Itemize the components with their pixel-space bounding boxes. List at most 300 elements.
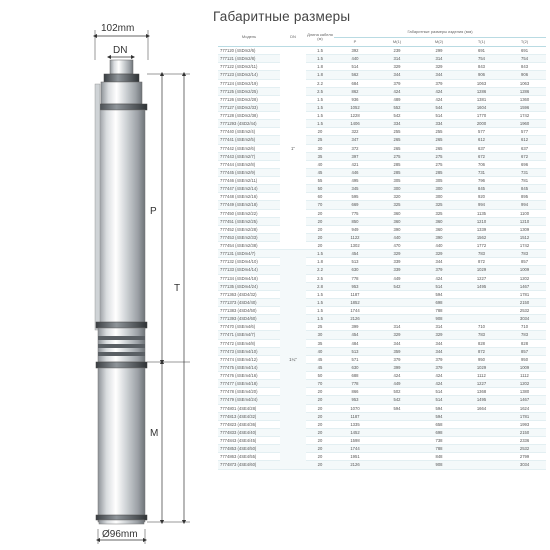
table-cell: 1210 xyxy=(503,217,546,225)
table-cell: 754 xyxy=(503,55,546,63)
table-cell: 777475 (4SEm4/14) xyxy=(218,363,280,371)
table-row xyxy=(218,331,546,339)
table-cell: 379 xyxy=(418,79,460,87)
table-cell: 777471 (4SEm4/7) xyxy=(218,331,280,339)
table-cell xyxy=(460,428,503,436)
table-cell: 1772 xyxy=(460,242,503,250)
table-row xyxy=(218,396,546,404)
table-cell xyxy=(460,298,503,306)
table-row xyxy=(218,71,546,79)
table-cell: 672 xyxy=(503,152,546,160)
table-cell: 828 xyxy=(460,339,503,347)
table-cell: 542 xyxy=(376,282,418,290)
table-cell: 637 xyxy=(503,144,546,152)
header-m2: M(2) xyxy=(418,38,460,47)
table-cell: 314 xyxy=(418,323,460,331)
table-cell: 255 xyxy=(376,128,418,136)
table-cell: 783 xyxy=(503,331,546,339)
table-row xyxy=(218,355,546,363)
p-label: P xyxy=(150,206,157,217)
table-cell: 1009 xyxy=(503,266,546,274)
table-cell: 612 xyxy=(503,136,546,144)
table-cell: 1210 xyxy=(460,217,503,225)
table-cell: 920 xyxy=(460,193,503,201)
table-row xyxy=(218,428,546,436)
table-cell: 1070 xyxy=(334,404,376,412)
table-cell: 777474 (4SEm4/12) xyxy=(218,355,280,363)
table-cell: 1187 xyxy=(334,290,376,298)
table-cell: 55 xyxy=(306,177,334,185)
table-cell: 314 xyxy=(376,323,418,331)
table-cell: 1112 xyxy=(460,372,503,380)
table-cell xyxy=(460,420,503,428)
table-cell: 285 xyxy=(376,168,418,176)
table-row xyxy=(218,47,546,55)
table-cell: 70 xyxy=(306,201,334,209)
table-cell: 20 xyxy=(306,217,334,225)
table-cell xyxy=(460,437,503,445)
table-cell: 440 xyxy=(418,242,460,250)
table-cell: 339 xyxy=(376,266,418,274)
table-row xyxy=(218,233,546,241)
table-cell: 953 xyxy=(334,282,376,290)
table-header-row xyxy=(218,27,546,38)
table-row xyxy=(218,160,546,168)
header-model: Модель xyxy=(218,27,280,47)
table-cell: 950 xyxy=(503,355,546,363)
table-cell: 300 xyxy=(418,193,460,201)
table-cell: 360 xyxy=(418,217,460,225)
table-cell: 45 xyxy=(306,168,334,176)
table-cell: 454 xyxy=(334,331,376,339)
t-label: T xyxy=(174,283,181,294)
table-cell: 3034 xyxy=(503,315,546,323)
table-row xyxy=(218,437,546,445)
table-row xyxy=(218,201,546,209)
table-row xyxy=(218,298,546,306)
table-cell: 20 xyxy=(306,437,334,445)
table-cell: 325 xyxy=(418,209,460,217)
table-cell: 239 xyxy=(376,47,418,55)
table-cell: 345 xyxy=(334,185,376,193)
table-cell: 70 xyxy=(306,380,334,388)
table-cell: 344 xyxy=(418,339,460,347)
table-row xyxy=(218,266,546,274)
table-cell: 906 xyxy=(503,71,546,79)
table-cell: 513 xyxy=(334,258,376,266)
table-cell: 691 xyxy=(460,47,503,55)
table-cell: 305 xyxy=(376,177,418,185)
table-cell: 1309 xyxy=(503,225,546,233)
table-cell: 1.8 xyxy=(306,258,334,266)
table-cell: 265 xyxy=(376,144,418,152)
table-cell: 7774823 (4SE4/36) xyxy=(218,420,280,428)
table-cell: 637 xyxy=(460,144,503,152)
table-row xyxy=(218,193,546,201)
table-cell: 777451 (4SEm2/25) xyxy=(218,217,280,225)
table-cell xyxy=(376,428,418,436)
table-cell: 454 xyxy=(334,250,376,258)
table-cell: 513 xyxy=(334,347,376,355)
table-cell: 424 xyxy=(376,87,418,95)
table-cell: 2532 xyxy=(503,307,546,315)
table-row xyxy=(218,258,546,266)
table-cell: 7774873 (4SE4/60) xyxy=(218,461,280,469)
table-cell: 1.5 xyxy=(306,55,334,63)
table-cell: 1112 xyxy=(503,372,546,380)
table-cell: 344 xyxy=(418,71,460,79)
table-cell: 710 xyxy=(503,323,546,331)
table-cell: 777135 (4SDm4/24) xyxy=(218,282,280,290)
table-cell: 777124 (4SDm2/19) xyxy=(218,79,280,87)
table-cell: 20 xyxy=(306,209,334,217)
table-cell: 2000 xyxy=(460,120,503,128)
table-cell: 1.5 xyxy=(306,95,334,103)
table-cell: 329 xyxy=(418,63,460,71)
table-cell: 777441 (4SEm2/5) xyxy=(218,136,280,144)
table-cell xyxy=(376,437,418,445)
table-cell: 1360 xyxy=(503,95,546,103)
table-cell: 470 xyxy=(376,242,418,250)
table-cell: 2799 xyxy=(503,453,546,461)
table-cell: 20 xyxy=(306,420,334,428)
table-cell: 2.2 xyxy=(306,266,334,274)
table-cell: 781 xyxy=(503,177,546,185)
table-cell: 1.5 xyxy=(306,315,334,323)
table-cell: 777128 (4SDm2/38) xyxy=(218,112,280,120)
table-cell: 777133 (4SDm4/14) xyxy=(218,266,280,274)
table-row xyxy=(218,404,546,412)
intake-grill xyxy=(98,336,145,356)
table-cell: 777132 (4SDm4/10) xyxy=(218,258,280,266)
table-cell: 35 xyxy=(306,152,334,160)
table-cell: 344 xyxy=(418,258,460,266)
table-cell: 390 xyxy=(418,233,460,241)
table-cell: 360 xyxy=(376,217,418,225)
table-cell: 1495 xyxy=(460,396,503,404)
table-row xyxy=(218,461,546,469)
table-cell: 857 xyxy=(503,347,546,355)
table-cell: 1339 xyxy=(460,225,503,233)
table-cell: 359 xyxy=(376,347,418,355)
table-cell xyxy=(460,412,503,420)
table-cell: 950 xyxy=(460,355,503,363)
table-cell: 1742 xyxy=(503,112,546,120)
table-cell: 872 xyxy=(460,347,503,355)
table-cell: 514 xyxy=(418,112,460,120)
table-cell: 908 xyxy=(418,461,460,469)
table-cell: 305 xyxy=(418,177,460,185)
table-cell: 777453 (4SEm2/33) xyxy=(218,233,280,241)
table-cell: 1063 xyxy=(503,79,546,87)
table-cell: 275 xyxy=(418,152,460,160)
dimensions-table xyxy=(218,27,546,470)
table-cell: 994 xyxy=(503,201,546,209)
table-cell: 421 xyxy=(334,160,376,168)
table-row xyxy=(218,95,546,103)
header-m1: M(1) xyxy=(376,38,418,47)
table-cell: 1452 xyxy=(334,428,376,436)
table-cell: 390 xyxy=(376,225,418,233)
table-cell: 20 xyxy=(306,453,334,461)
table-cell: 777122 (4SDm2/11) xyxy=(218,63,280,71)
table-cell: 45 xyxy=(306,363,334,371)
table-cell: 788 xyxy=(418,307,460,315)
table-cell: 325 xyxy=(418,201,460,209)
table-cell: 20 xyxy=(306,396,334,404)
table-cell: 788 xyxy=(418,445,460,453)
table-cell: 777450 (4SEm2/22) xyxy=(218,209,280,217)
table-row xyxy=(218,225,546,233)
table-cell: 35 xyxy=(306,339,334,347)
table-cell: 440 xyxy=(334,55,376,63)
table-cell: 329 xyxy=(418,331,460,339)
table-cell: 658 xyxy=(418,420,460,428)
table-cell: 1122 xyxy=(334,233,376,241)
table-cell: 571 xyxy=(334,355,376,363)
table-cell: 777479 (4SEm4/24) xyxy=(218,396,280,404)
table-cell: 1.8 xyxy=(306,71,334,79)
table-cell: 7774833 (4SE4/40) xyxy=(218,428,280,436)
table-cell: 895 xyxy=(503,193,546,201)
table-cell: 334 xyxy=(376,120,418,128)
table-cell: 265 xyxy=(418,136,460,144)
table-cell: 777126 (4SDm2/28) xyxy=(218,95,280,103)
table-cell: 2.5 xyxy=(306,87,334,95)
table-cell xyxy=(376,453,418,461)
table-cell: 777472 (4SEm4/8) xyxy=(218,339,280,347)
table-cell: 777442 (4SEm2/6) xyxy=(218,144,280,152)
table-cell: 848 xyxy=(418,453,460,461)
table-cell xyxy=(376,307,418,315)
table-cell: 594 xyxy=(418,412,460,420)
table-cell: 778 xyxy=(334,274,376,282)
table-cell: 731 xyxy=(503,168,546,176)
table-cell: 20 xyxy=(306,225,334,233)
table-cell xyxy=(460,445,503,453)
table-cell: 344 xyxy=(376,71,418,79)
table-cell: 299 xyxy=(418,47,460,55)
table-cell xyxy=(376,412,418,420)
table-cell: 862 xyxy=(334,87,376,95)
table-cell: 20 xyxy=(306,242,334,250)
table-cell: 255 xyxy=(418,128,460,136)
table-cell: 777121 (4SDm2/8) xyxy=(218,55,280,63)
table-cell: 843 xyxy=(503,63,546,71)
table-row xyxy=(218,185,546,193)
table-cell: 777440 (4SEm2/4) xyxy=(218,128,280,136)
table-cell: 2150 xyxy=(503,428,546,436)
table-cell: 20 xyxy=(306,461,334,469)
table-cell: 594 xyxy=(418,404,460,412)
table-cell: 777473 (4SEm4/10) xyxy=(218,347,280,355)
table-cell: 3034 xyxy=(503,461,546,469)
table-cell: 20 xyxy=(306,233,334,241)
table-cell: 1228 xyxy=(334,112,376,120)
table-cell: 754 xyxy=(460,55,503,63)
table-cell: 1029 xyxy=(460,363,503,371)
table-cell: 595 xyxy=(334,193,376,201)
table-cell: 594 xyxy=(376,404,418,412)
table-row xyxy=(218,250,546,258)
table-cell: 424 xyxy=(376,372,418,380)
table-cell: 777134 (4SDm4/18) xyxy=(218,274,280,282)
table-cell: 2126 xyxy=(334,461,376,469)
table-cell: 424 xyxy=(418,380,460,388)
table-cell: 329 xyxy=(376,63,418,71)
table-cell: 777454 (4SEm2/38) xyxy=(218,242,280,250)
header-dims-group: Габаритные размеры изделия (мм) xyxy=(334,27,546,38)
table-cell: 1335 xyxy=(334,420,376,428)
bottom-diameter-label: Ø96mm xyxy=(102,529,138,540)
table-cell: 783 xyxy=(503,250,546,258)
table-cell: 1.5 xyxy=(306,290,334,298)
table-cell: 1.5 xyxy=(306,120,334,128)
table-cell: 484 xyxy=(334,339,376,347)
table-cell: 1624 xyxy=(503,404,546,412)
table-cell: 866 xyxy=(334,388,376,396)
table-row xyxy=(218,209,546,217)
table-cell: 845 xyxy=(503,185,546,193)
table-cell: 339 xyxy=(376,258,418,266)
table-cell: 1664 xyxy=(460,404,503,412)
table-cell: 1227 xyxy=(460,380,503,388)
table-cell: 424 xyxy=(418,274,460,282)
table-cell: 20 xyxy=(306,412,334,420)
table-cell: 514 xyxy=(418,396,460,404)
table-cell: 399 xyxy=(334,323,376,331)
table-cell xyxy=(460,453,503,461)
table-cell: 777452 (4SEm2/28) xyxy=(218,225,280,233)
table-cell xyxy=(376,461,418,469)
page-title: Габаритные размеры xyxy=(213,9,351,24)
table-cell: 1227 xyxy=(460,274,503,282)
table-cell: 1951 xyxy=(334,453,376,461)
table-cell: 300 xyxy=(418,185,460,193)
table-cell: 777476 (4SEm4/16) xyxy=(218,372,280,380)
table-row xyxy=(218,412,546,420)
table-cell: 775 xyxy=(334,209,376,217)
table-row xyxy=(218,290,546,298)
table-cell: 7774863 (4SE4/55) xyxy=(218,453,280,461)
table-row xyxy=(218,282,546,290)
table-cell: 612 xyxy=(460,136,503,144)
table-cell: 379 xyxy=(376,79,418,87)
table-cell: 577 xyxy=(503,128,546,136)
table-cell: 325 xyxy=(376,201,418,209)
table-cell: 7771363 (4SD4/32) xyxy=(218,290,280,298)
table-cell: 379 xyxy=(376,355,418,363)
table-cell: 265 xyxy=(376,136,418,144)
table-cell: 777447 (4SEm2/14) xyxy=(218,185,280,193)
table-cell: 777131 (4SDm4/7) xyxy=(218,250,280,258)
table-cell: 1781 xyxy=(503,290,546,298)
header-p: P xyxy=(334,38,376,47)
table-cell: 424 xyxy=(418,95,460,103)
table-cell xyxy=(376,420,418,428)
table-cell: 275 xyxy=(418,160,460,168)
table-row xyxy=(218,63,546,71)
table-row xyxy=(218,372,546,380)
table-row xyxy=(218,112,546,120)
table-cell: 872 xyxy=(460,258,503,266)
table-cell: 1.5 xyxy=(306,307,334,315)
table-row xyxy=(218,323,546,331)
dn-label: DN xyxy=(113,45,128,56)
table-cell: 320 xyxy=(376,193,418,201)
table-cell: 1960 xyxy=(503,120,546,128)
table-cell: 857 xyxy=(503,258,546,266)
table-cell: 489 xyxy=(376,95,418,103)
table-row xyxy=(218,363,546,371)
table-cell: 329 xyxy=(418,250,460,258)
table-body xyxy=(218,47,546,470)
table-cell: 7774801 (4SE4/28) xyxy=(218,404,280,412)
table-cell: 544 xyxy=(418,103,460,111)
table-cell: 60 xyxy=(306,193,334,201)
m-label: M xyxy=(150,428,159,439)
table-cell: 1302 xyxy=(334,242,376,250)
table-cell: 698 xyxy=(418,298,460,306)
table-cell: 906 xyxy=(460,71,503,79)
table-cell: 1604 xyxy=(460,103,503,111)
table-row xyxy=(218,445,546,453)
table-cell: 440 xyxy=(376,233,418,241)
table-cell: 696 xyxy=(503,160,546,168)
table-row xyxy=(218,120,546,128)
table-cell xyxy=(376,445,418,453)
table-cell: 828 xyxy=(503,339,546,347)
table-cell: 936 xyxy=(334,95,376,103)
table-cell: 20 xyxy=(306,388,334,396)
table-cell: 777120 (4SDm2/6) xyxy=(218,47,280,55)
table-cell: 1029 xyxy=(460,266,503,274)
table-cell: 1993 xyxy=(503,420,546,428)
table-cell: 710 xyxy=(460,323,503,331)
table-cell xyxy=(376,298,418,306)
table-cell: 314 xyxy=(376,55,418,63)
table-row xyxy=(218,128,546,136)
table-cell: 1286 xyxy=(503,87,546,95)
table-cell: 2126 xyxy=(334,315,376,323)
table-cell: 1100 xyxy=(503,209,546,217)
table-row xyxy=(218,339,546,347)
table-cell: 7771383 (4SD4/50) xyxy=(218,307,280,315)
table-cell: 706 xyxy=(460,160,503,168)
table-cell: 1286 xyxy=(460,87,503,95)
table-cell: 360 xyxy=(418,225,460,233)
table-cell: 2336 xyxy=(503,437,546,445)
table-cell: 542 xyxy=(376,396,418,404)
table-row xyxy=(218,242,546,250)
table-cell: 25 xyxy=(306,323,334,331)
table-cell xyxy=(376,315,418,323)
table-cell: 562 xyxy=(334,71,376,79)
table-cell: 1381 xyxy=(460,95,503,103)
table-cell: 630 xyxy=(334,266,376,274)
top-width-label: 102mm xyxy=(101,23,135,34)
table-cell: 2150 xyxy=(503,298,546,306)
table-row xyxy=(218,103,546,111)
table-cell: 843 xyxy=(460,63,503,71)
table-cell: 265 xyxy=(418,144,460,152)
table-cell: 1495 xyxy=(460,282,503,290)
table-row xyxy=(218,388,546,396)
table-cell: 20 xyxy=(306,428,334,436)
table-cell: 7771393 (4SD4/60) xyxy=(218,315,280,323)
table-cell: 777446 (4SEm2/11) xyxy=(218,177,280,185)
table-cell: 577 xyxy=(460,128,503,136)
